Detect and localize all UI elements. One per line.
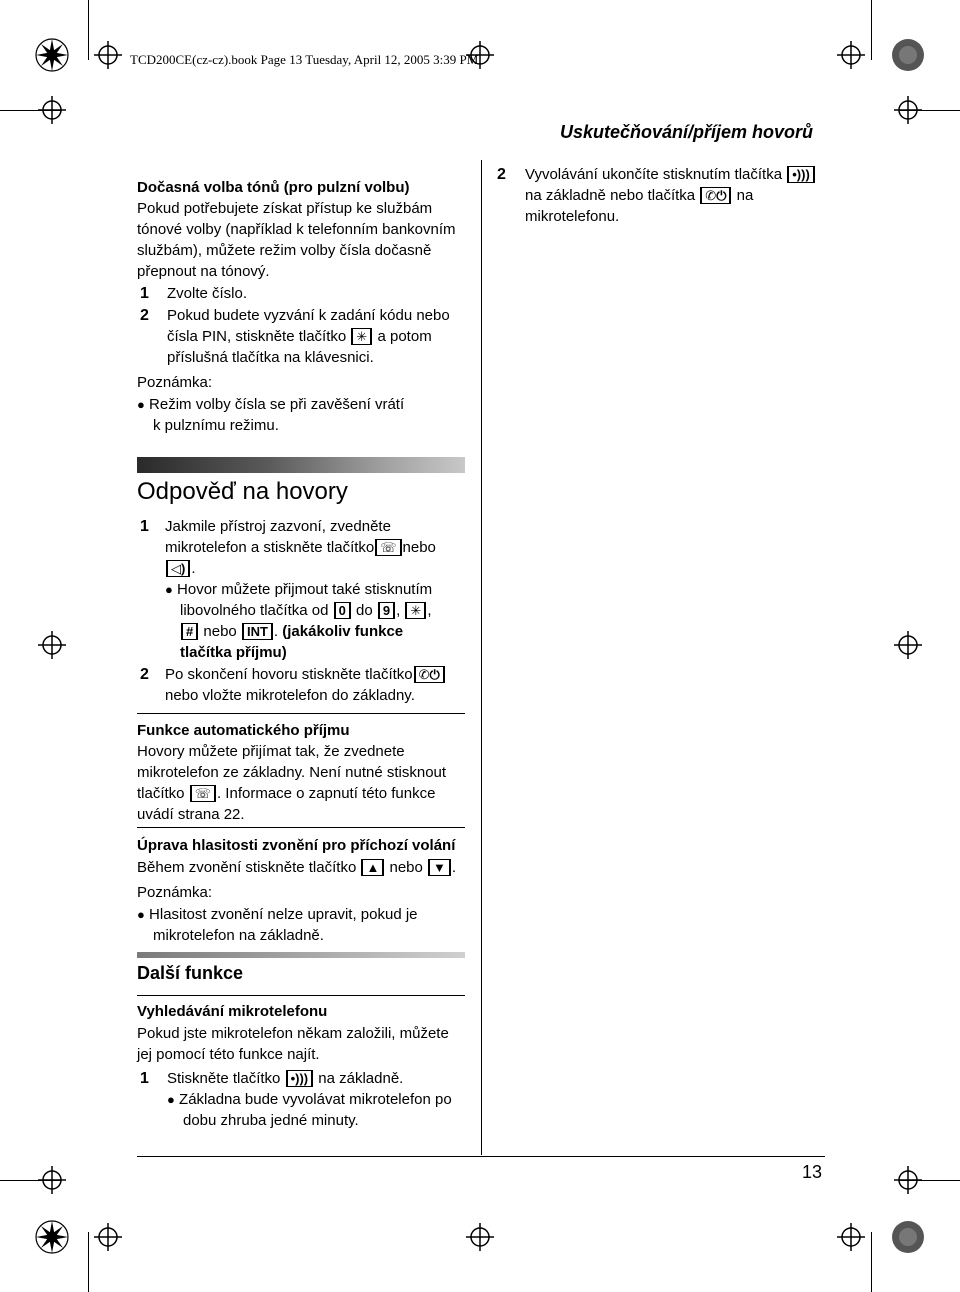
key-nine: 9 xyxy=(378,602,395,619)
section-bar xyxy=(137,457,465,473)
divider xyxy=(137,827,465,828)
up-key-icon: ▲ xyxy=(361,859,384,876)
star-target-icon xyxy=(36,39,68,71)
talk-key-icon: ☏ xyxy=(375,539,401,556)
note-label: Poznámka: xyxy=(137,374,213,391)
note-item-cont: mikrotelefon na základně. xyxy=(153,927,324,944)
step-number: 2 xyxy=(497,166,506,183)
bullet-icon: ● xyxy=(137,397,145,412)
note-item: ● Hlasitost zvonění nelze upravit, pokud je xyxy=(137,906,418,923)
section-title: Uskutečňování/příjem hovorů xyxy=(560,122,814,142)
down-key-icon: ▼ xyxy=(428,859,451,876)
star-key-icon: ✳ xyxy=(405,602,426,619)
star-target-icon xyxy=(36,1221,68,1253)
tone-para-3: službám), můžete režim volby čísla dočasně xyxy=(137,242,432,259)
section-bar xyxy=(137,952,465,958)
registration-target-icon xyxy=(38,1166,66,1194)
step-number: 2 xyxy=(140,307,149,324)
step-text: na základně nebo tlačítka ✆⏻ na xyxy=(525,187,754,204)
answer-heading: Odpověď na hovory xyxy=(137,478,348,505)
registration-target-icon xyxy=(837,1223,865,1251)
step-text: Vyvolávání ukončíte stisknutím tlačítka •))) xyxy=(525,164,816,185)
registration-target-icon xyxy=(38,96,66,124)
speaker-key-icon: ◁) xyxy=(166,560,190,577)
talk-key-icon: ☏ xyxy=(190,785,216,802)
step-text: mikrotelefonu. xyxy=(525,208,620,225)
auto-line: Hovory můžete přijímat tak, že zvednete xyxy=(137,743,405,760)
bullet-item-cont: # nebo INT . (jakákoliv funkce xyxy=(180,621,403,642)
off-key-icon: ✆⏻ xyxy=(700,187,731,204)
step-text: nebo vložte mikrotelefon do základny. xyxy=(165,687,415,704)
tone-para-1: Pokud potřebujete získat přístup ke službám xyxy=(137,200,433,217)
locator-key-icon: •))) xyxy=(787,166,815,183)
auto-line: tlačítko ☏ . Informace o zapnutí této funkce xyxy=(137,785,436,802)
registration-target-icon xyxy=(466,1223,494,1251)
find-line: jej pomocí této funkce najít. xyxy=(137,1046,320,1063)
gray-target-icon xyxy=(892,1221,924,1253)
step-text: Zvolte číslo. xyxy=(167,285,248,302)
auto-line: uvádí strana 22. xyxy=(137,806,245,823)
tone-heading: Dočasná volba tónů (pro pulzní volbu) xyxy=(137,179,410,196)
note-label: Poznámka: xyxy=(137,884,213,901)
registration-target-icon xyxy=(894,631,922,659)
locator-key-icon: •))) xyxy=(286,1070,314,1087)
registration-target-icon xyxy=(837,41,865,69)
bullet-icon: ● xyxy=(137,907,145,922)
step-text: ◁) . xyxy=(165,558,196,579)
volume-line: Během zvonění stiskněte tlačítko ▲ nebo ▼ . xyxy=(137,859,457,876)
step-text: mikrotelefon a stiskněte tlačítko ☏ nebo xyxy=(165,539,436,556)
divider xyxy=(137,995,465,996)
bullet-item: ● Hovor můžete přijmout také stisknutím xyxy=(165,581,433,598)
step-text: čísla PIN, stiskněte tlačítko ✳ a potom xyxy=(167,328,432,345)
footer-rule xyxy=(137,1156,825,1157)
more-heading: Další funkce xyxy=(137,963,244,983)
step-text: Po skončení hovoru stiskněte tlačítko ✆⏻ xyxy=(165,664,446,685)
key-int: INT xyxy=(242,623,273,640)
bullet-item-cont: dobu zhruba jedné minuty. xyxy=(183,1112,359,1129)
step-text: Stiskněte tlačítko •))) na základně. xyxy=(167,1070,404,1087)
bullet-item-cont: tlačítka příjmu) xyxy=(180,644,287,661)
note-item: ● Režim volby čísla se při zavěšení vrátí xyxy=(137,396,405,413)
step-number: 1 xyxy=(140,285,149,302)
registration-target-icon xyxy=(894,1166,922,1194)
divider xyxy=(137,713,465,714)
step-text: Jakmile přístroj zazvoní, zvedněte xyxy=(165,518,391,535)
column-divider xyxy=(481,160,482,1155)
registration-target-icon xyxy=(38,631,66,659)
step-text: příslušná tlačítka na klávesnici. xyxy=(167,349,374,366)
auto-line: mikrotelefon ze základny. Není nutné stisknout xyxy=(137,764,447,781)
tone-para-4: přepnout na tónový. xyxy=(137,263,270,280)
note-item-cont: k pulznímu režimu. xyxy=(153,417,279,434)
bullet-icon: ● xyxy=(165,582,173,597)
bullet-icon: ● xyxy=(167,1092,175,1107)
registration-target-icon xyxy=(94,1223,122,1251)
step-number: 2 xyxy=(140,666,149,683)
key-hash: # xyxy=(181,623,198,640)
step-text: Pokud budete vyzvání k zadání kódu nebo xyxy=(167,307,450,324)
find-heading: Vyhledávání mikrotelefonu xyxy=(137,1003,328,1020)
key-zero: 0 xyxy=(334,602,351,619)
off-key-icon: ✆⏻ xyxy=(414,666,445,683)
auto-heading: Funkce automatického příjmu xyxy=(137,722,350,739)
volume-heading: Úprava hlasitosti zvonění pro příchozí volání xyxy=(137,837,456,854)
star-key-icon: ✳ xyxy=(351,328,372,345)
book-header-line: TCD200CE(cz-cz).book Page 13 Tuesday, April 12, 2005 3:39 PM xyxy=(130,52,479,67)
step-number: 1 xyxy=(140,518,149,535)
bullet-item-cont: libovolného tlačítka od 0 do 9 , ✳ , xyxy=(180,602,432,619)
find-line: Pokud jste mikrotelefon někam založili, můžete xyxy=(137,1025,449,1042)
bullet-item: ● Základna bude vyvolávat mikrotelefon po xyxy=(167,1091,452,1108)
step-number: 1 xyxy=(140,1070,149,1087)
page-number: 13 xyxy=(802,1162,823,1182)
gray-target-icon xyxy=(892,39,924,71)
registration-target-icon xyxy=(894,96,922,124)
tone-para-2: tónové volby (například k telefonním bankovním xyxy=(137,221,456,238)
registration-target-icon xyxy=(94,41,122,69)
